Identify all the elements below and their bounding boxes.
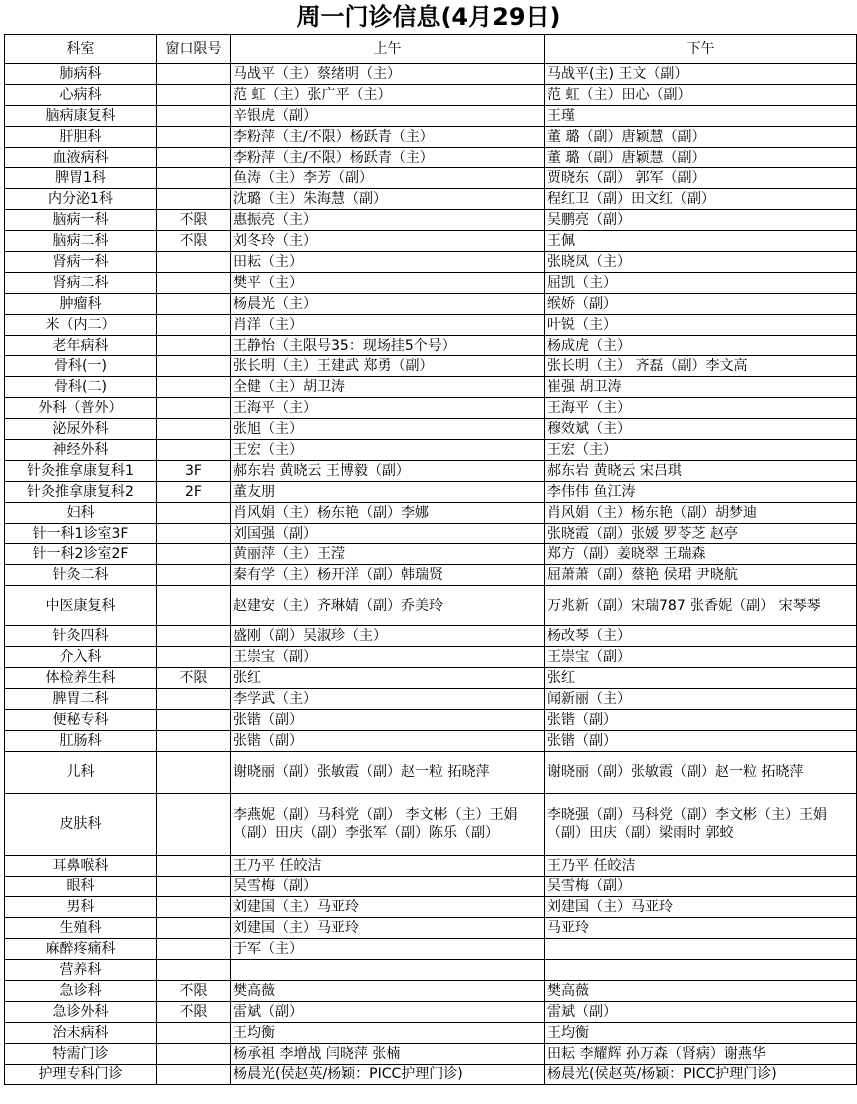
morning-doctors-cell: 鱼涛（主）李芳（副） (231, 168, 545, 189)
window-limit-cell (157, 84, 231, 105)
table-row (5, 481, 857, 502)
table-row (5, 647, 857, 668)
afternoon-doctors-cell: 缑娇（副） (545, 293, 857, 314)
table-row (5, 918, 857, 939)
department-cell: 急诊科 (5, 980, 157, 1001)
window-limit-cell (157, 939, 231, 960)
afternoon-doctors-cell: 马亚玲 (545, 918, 857, 939)
morning-doctors-cell: 肖风娟（主）杨东艳（副）李娜 (231, 502, 545, 523)
window-limit-cell (157, 356, 231, 377)
morning-doctors-cell: 全健（主）胡卫涛 (231, 377, 545, 398)
window-limit-cell (157, 335, 231, 356)
morning-doctors-cell: 黄丽萍（主）王滢 (231, 544, 545, 565)
department-cell: 麻醉疼痛科 (5, 939, 157, 960)
department-cell: 男科 (5, 897, 157, 918)
afternoon-doctors-cell: 杨成虎（主） (545, 335, 857, 356)
department-cell: 针灸二科 (5, 565, 157, 586)
window-limit-cell: 不限 (157, 231, 231, 252)
window-limit-cell (157, 626, 231, 647)
afternoon-doctors-cell: 王瑾 (545, 105, 857, 126)
morning-doctors-cell: 李粉萍（主/不限）杨跃青（主） (231, 126, 545, 147)
morning-doctors-cell: 张旭（主） (231, 419, 545, 440)
department-cell: 骨科(一) (5, 356, 157, 377)
morning-doctors-cell: 沈璐（主）朱海慧（副） (231, 189, 545, 210)
afternoon-doctors-cell: 张晓霞（副）张媛 罗苓芝 赵亭 (545, 523, 857, 544)
afternoon-doctors-cell: 董 璐（副）唐颖慧（副） (545, 147, 857, 168)
table-row (5, 356, 857, 377)
window-limit-cell (157, 960, 231, 981)
table-row (5, 626, 857, 647)
afternoon-doctors-cell: 穆效斌（主） (545, 419, 857, 440)
table-row (5, 793, 857, 855)
morning-doctors-cell: 王静怡（主限号35：现场挂5个号） (231, 335, 545, 356)
table-row (5, 147, 857, 168)
afternoon-doctors-cell: 董 璐（副）唐颖慧（副） (545, 126, 857, 147)
window-limit-cell (157, 855, 231, 876)
morning-doctors-cell: 杨晨光(侯赵英/杨颖：PICC护理门诊) (231, 1064, 545, 1085)
afternoon-doctors-cell: 刘建国（主）马亚玲 (545, 897, 857, 918)
window-limit-cell (157, 377, 231, 398)
morning-doctors-cell: 赵建安（主）齐琳婧（副）乔美玲 (231, 586, 545, 626)
morning-doctors-cell (231, 960, 545, 981)
clinic-schedule-table (4, 34, 857, 1085)
window-limit-cell: 不限 (157, 210, 231, 231)
morning-doctors-cell: 张锴（副） (231, 730, 545, 751)
morning-doctors-cell: 刘国强（副） (231, 523, 545, 544)
table-row (5, 668, 857, 689)
table-row (5, 855, 857, 876)
table-row (5, 189, 857, 210)
window-limit-cell (157, 647, 231, 668)
morning-doctors-cell: 田耘（主） (231, 252, 545, 273)
morning-doctors-cell: 刘建国（主）马亚玲 (231, 897, 545, 918)
morning-doctors-cell: 刘冬玲（主） (231, 231, 545, 252)
department-cell: 外科（普外） (5, 398, 157, 419)
window-limit-cell (157, 876, 231, 897)
window-limit-cell (157, 751, 231, 793)
window-limit-cell (157, 419, 231, 440)
department-cell: 眼科 (5, 876, 157, 897)
morning-doctors-cell: 李燕妮（副）马科党（副） 李文彬（主）王娟（副）田庆（副）李张军（副）陈乐（副） (231, 793, 545, 855)
morning-doctors-cell: 杨晨光（主） (231, 293, 545, 314)
table-row (5, 709, 857, 730)
window-limit-cell (157, 189, 231, 210)
table-row (5, 960, 857, 981)
window-limit-cell (157, 168, 231, 189)
morning-doctors-cell: 秦有学（主）杨开洋（副）韩瑞贤 (231, 565, 545, 586)
department-cell: 营养科 (5, 960, 157, 981)
morning-doctors-cell: 张长明（主）王建武 郑勇（副） (231, 356, 545, 377)
table-row (5, 314, 857, 335)
department-cell: 耳鼻喉科 (5, 855, 157, 876)
table-row (5, 523, 857, 544)
morning-doctors-cell: 董友朋 (231, 481, 545, 502)
header-dept: 科室 (5, 35, 157, 64)
schedule-body (5, 64, 857, 1085)
table-row (5, 1064, 857, 1085)
table-row (5, 335, 857, 356)
morning-doctors-cell: 李学武（主） (231, 688, 545, 709)
window-limit-cell (157, 1043, 231, 1064)
header-morning: 上午 (231, 35, 545, 64)
morning-doctors-cell: 张锴（副） (231, 709, 545, 730)
window-limit-cell (157, 1064, 231, 1085)
department-cell: 脑病康复科 (5, 105, 157, 126)
afternoon-doctors-cell (545, 939, 857, 960)
morning-doctors-cell: 刘建国（主）马亚玲 (231, 918, 545, 939)
afternoon-doctors-cell: 王宏（主） (545, 440, 857, 461)
table-row (5, 1001, 857, 1022)
window-limit-cell (157, 252, 231, 273)
table-row (5, 876, 857, 897)
table-row (5, 231, 857, 252)
morning-doctors-cell: 于军（主） (231, 939, 545, 960)
table-row (5, 105, 857, 126)
afternoon-doctors-cell: 范 虹（主）田心（副） (545, 84, 857, 105)
page-title: 周一门诊信息(4月29日) (296, 3, 561, 31)
afternoon-doctors-cell: 张锴（副） (545, 709, 857, 730)
department-cell: 儿科 (5, 751, 157, 793)
morning-doctors-cell: 王海平（主） (231, 398, 545, 419)
window-limit-cell: 2F (157, 481, 231, 502)
department-cell: 生殖科 (5, 918, 157, 939)
afternoon-doctors-cell: 闻新丽（主） (545, 688, 857, 709)
afternoon-doctors-cell: 张红 (545, 668, 857, 689)
department-cell: 针灸推拿康复科1 (5, 460, 157, 481)
department-cell: 中医康复科 (5, 586, 157, 626)
window-limit-cell (157, 147, 231, 168)
department-cell: 针灸推拿康复科2 (5, 481, 157, 502)
window-limit-cell (157, 314, 231, 335)
department-cell: 针一科1诊室3F (5, 523, 157, 544)
department-cell: 肛肠科 (5, 730, 157, 751)
window-limit-cell (157, 64, 231, 85)
table-row (5, 210, 857, 231)
table-row (5, 980, 857, 1001)
table-row (5, 939, 857, 960)
afternoon-doctors-cell: 王佩 (545, 231, 857, 252)
morning-doctors-cell: 肖洋（主） (231, 314, 545, 335)
morning-doctors-cell: 谢晓丽（副）张敏霞（副）赵一粒 拓晓萍 (231, 751, 545, 793)
morning-doctors-cell: 李粉萍（主/不限）杨跃青（主） (231, 147, 545, 168)
afternoon-doctors-cell: 屈萧萧（副）蔡艳 侯珺 尹晓航 (545, 565, 857, 586)
afternoon-doctors-cell: 崔强 胡卫涛 (545, 377, 857, 398)
window-limit-cell: 3F (157, 460, 231, 481)
department-cell: 老年病科 (5, 335, 157, 356)
header-row (5, 35, 857, 64)
table-row (5, 897, 857, 918)
window-limit-cell (157, 709, 231, 730)
morning-doctors-cell: 樊平（主） (231, 272, 545, 293)
department-cell: 米（内二） (5, 314, 157, 335)
department-cell: 妇科 (5, 502, 157, 523)
window-limit-cell (157, 293, 231, 314)
window-limit-cell (157, 544, 231, 565)
department-cell: 内分泌1科 (5, 189, 157, 210)
afternoon-doctors-cell: 王乃平 任皎洁 (545, 855, 857, 876)
window-limit-cell (157, 272, 231, 293)
window-limit-cell (157, 126, 231, 147)
window-limit-cell (157, 565, 231, 586)
afternoon-doctors-cell: 郑方（副）姜晓翠 王瑞森 (545, 544, 857, 565)
window-limit-cell (157, 398, 231, 419)
afternoon-doctors-cell: 吴雪梅（副） (545, 876, 857, 897)
table-row (5, 502, 857, 523)
department-cell: 针灸四科 (5, 626, 157, 647)
department-cell: 神经外科 (5, 440, 157, 461)
department-cell: 泌尿外科 (5, 419, 157, 440)
department-cell: 脑病二科 (5, 231, 157, 252)
header-afternoon: 下午 (545, 35, 857, 64)
department-cell: 肿瘤科 (5, 293, 157, 314)
morning-doctors-cell: 樊高薇 (231, 980, 545, 1001)
morning-doctors-cell: 张红 (231, 668, 545, 689)
table-row (5, 586, 857, 626)
table-row (5, 377, 857, 398)
morning-doctors-cell: 盛刚（副）吴淑珍（主） (231, 626, 545, 647)
table-row (5, 168, 857, 189)
table-row (5, 293, 857, 314)
morning-doctors-cell: 王宏（主） (231, 440, 545, 461)
department-cell: 急诊外科 (5, 1001, 157, 1022)
window-limit-cell (157, 523, 231, 544)
morning-doctors-cell: 辛银虎（副） (231, 105, 545, 126)
department-cell: 护理专科门诊 (5, 1064, 157, 1085)
afternoon-doctors-cell: 李晓强（副）马科党（副）李文彬（主）王娟（副）田庆（副）梁雨时 郭蛟 (545, 793, 857, 855)
afternoon-doctors-cell: 张长明（主） 齐磊（副）李文高 (545, 356, 857, 377)
window-limit-cell (157, 730, 231, 751)
morning-doctors-cell: 郝东岩 黄晓云 王博毅（副） (231, 460, 545, 481)
window-limit-cell (157, 586, 231, 626)
department-cell: 体检养生科 (5, 668, 157, 689)
morning-doctors-cell: 雷斌（副） (231, 1001, 545, 1022)
window-limit-cell (157, 688, 231, 709)
department-cell: 骨科(二) (5, 377, 157, 398)
table-row (5, 751, 857, 793)
table-row (5, 84, 857, 105)
morning-doctors-cell: 吴雪梅（副） (231, 876, 545, 897)
department-cell: 特需门诊 (5, 1043, 157, 1064)
afternoon-doctors-cell: 万兆新（副）宋瑞787 张香妮（副） 宋琴琴 (545, 586, 857, 626)
department-cell: 皮肤科 (5, 793, 157, 855)
table-row (5, 460, 857, 481)
afternoon-doctors-cell: 王均衡 (545, 1022, 857, 1043)
afternoon-doctors-cell (545, 960, 857, 981)
window-limit-cell (157, 897, 231, 918)
department-cell: 脑病一科 (5, 210, 157, 231)
header-window-limit: 窗口限号 (157, 35, 231, 64)
table-row (5, 565, 857, 586)
afternoon-doctors-cell: 吴鹏亮（副） (545, 210, 857, 231)
table-row (5, 730, 857, 751)
morning-doctors-cell: 惠振亮（主） (231, 210, 545, 231)
morning-doctors-cell: 王乃平 任皎洁 (231, 855, 545, 876)
window-limit-cell (157, 440, 231, 461)
afternoon-doctors-cell: 田耘 李耀辉 孙万森（肾病）谢燕华 (545, 1043, 857, 1064)
afternoon-doctors-cell: 李伟伟 鱼江涛 (545, 481, 857, 502)
morning-doctors-cell: 杨承祖 李增战 闫晓萍 张楠 (231, 1043, 545, 1064)
department-cell: 心病科 (5, 84, 157, 105)
table-row (5, 440, 857, 461)
table-row (5, 252, 857, 273)
table-row (5, 126, 857, 147)
afternoon-doctors-cell: 马战平(主) 王文（副） (545, 64, 857, 85)
afternoon-doctors-cell: 杨晨光(侯赵英/杨颖：PICC护理门诊) (545, 1064, 857, 1085)
afternoon-doctors-cell: 叶锐（主） (545, 314, 857, 335)
window-limit-cell (157, 502, 231, 523)
department-cell: 脾胃二科 (5, 688, 157, 709)
window-limit-cell: 不限 (157, 668, 231, 689)
department-cell: 肾病一科 (5, 252, 157, 273)
afternoon-doctors-cell: 雷斌（副） (545, 1001, 857, 1022)
table-row (5, 419, 857, 440)
afternoon-doctors-cell: 杨改琴（主） (545, 626, 857, 647)
afternoon-doctors-cell: 樊高薇 (545, 980, 857, 1001)
afternoon-doctors-cell: 程红卫（副）田文红（副） (545, 189, 857, 210)
window-limit-cell: 不限 (157, 1001, 231, 1022)
afternoon-doctors-cell: 肖风娟（主）杨东艳（副）胡梦迪 (545, 502, 857, 523)
department-cell: 肺病科 (5, 64, 157, 85)
morning-doctors-cell: 范 虹（主）张广平（主） (231, 84, 545, 105)
department-cell: 血液病科 (5, 147, 157, 168)
table-row (5, 688, 857, 709)
department-cell: 肾病二科 (5, 272, 157, 293)
table-row (5, 272, 857, 293)
afternoon-doctors-cell: 王海平（主） (545, 398, 857, 419)
window-limit-cell (157, 918, 231, 939)
afternoon-doctors-cell: 王崇宝（副） (545, 647, 857, 668)
window-limit-cell (157, 105, 231, 126)
afternoon-doctors-cell: 张锴（副） (545, 730, 857, 751)
table-row (5, 1022, 857, 1043)
window-limit-cell (157, 1022, 231, 1043)
morning-doctors-cell: 王均衡 (231, 1022, 545, 1043)
table-row (5, 64, 857, 85)
department-cell: 针一科2诊室2F (5, 544, 157, 565)
afternoon-doctors-cell: 郝东岩 黄晓云 宋吕琪 (545, 460, 857, 481)
table-row (5, 1043, 857, 1064)
department-cell: 便秘专科 (5, 709, 157, 730)
morning-doctors-cell: 马战平（主）蔡绪明（主） (231, 64, 545, 85)
window-limit-cell (157, 793, 231, 855)
table-row (5, 398, 857, 419)
afternoon-doctors-cell: 屈凯（主） (545, 272, 857, 293)
department-cell: 治未病科 (5, 1022, 157, 1043)
department-cell: 肝胆科 (5, 126, 157, 147)
morning-doctors-cell: 王崇宝（副） (231, 647, 545, 668)
afternoon-doctors-cell: 谢晓丽（副）张敏霞（副）赵一粒 拓晓萍 (545, 751, 857, 793)
afternoon-doctors-cell: 张晓凤（主） (545, 252, 857, 273)
department-cell: 脾胃1科 (5, 168, 157, 189)
department-cell: 介入科 (5, 647, 157, 668)
window-limit-cell: 不限 (157, 980, 231, 1001)
afternoon-doctors-cell: 贾晓东（副） 郭军（副） (545, 168, 857, 189)
table-row (5, 544, 857, 565)
